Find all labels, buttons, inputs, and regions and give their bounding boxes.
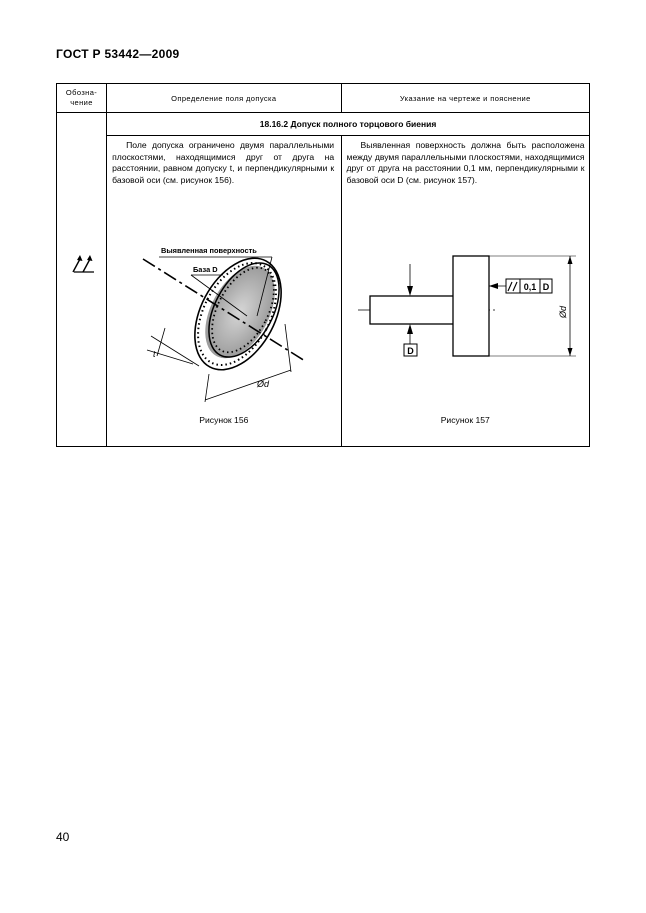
figure-157-drawing: [342, 246, 590, 396]
datum-letter: D: [406, 346, 414, 356]
section-row-symbol-cell: [57, 113, 107, 447]
header-definition: Определение поля допуска: [107, 84, 341, 113]
label-t: t: [153, 349, 156, 359]
frame-datum: D: [542, 282, 549, 292]
document-header-title: ГОСТ Р 53442—2009: [56, 47, 180, 61]
label-diameter-157: Ød: [557, 305, 568, 319]
tolerance-table: [56, 83, 590, 447]
dim-arrow-bottom: [567, 348, 572, 356]
diameter-extension-right: [285, 324, 291, 372]
section-row: [57, 113, 590, 136]
indication-cell: [341, 136, 589, 447]
t-dimension-line-3: [157, 328, 165, 356]
header-symbol: Обозна- чение: [57, 84, 107, 113]
frame-arrow: [489, 283, 498, 289]
section-title: 18.16.2 Допуск полного торцового биения: [107, 113, 590, 136]
frame-value: 0,1: [523, 282, 536, 292]
datum-arrow-top: [407, 286, 413, 296]
definition-text: Поле допуска ограничено двумя параллельными плоскостями, находящимися друг от друга на расстоянии, равном допуску t, и перпендикулярными к базовой оси (см. рисунок 156).: [112, 140, 335, 185]
body-row: [57, 136, 590, 447]
flange: [453, 256, 489, 356]
header-indication: Указание на чертеже и пояснение: [341, 84, 589, 113]
dim-arrow-top: [567, 256, 572, 264]
diameter-dimension-line: [205, 370, 291, 400]
figure-156-caption: Рисунок 156: [199, 415, 249, 425]
label-surface: Выявленная поверхность: [161, 246, 257, 255]
datum-arrow-bottom: [407, 324, 413, 334]
total-runout-icon: [70, 253, 96, 275]
table-header-row: [57, 84, 590, 113]
label-diameter: Ød: [257, 379, 270, 389]
page-number: 40: [56, 830, 70, 844]
indication-text: Выявленная поверхность должна быть расположена между двумя параллельными плоскостями, находящимися друг от друга на расстоянии 0,1 мм, перпендикулярными к базовой оси D (см. рисунок 157).: [346, 140, 585, 185]
label-base: База D: [193, 265, 218, 274]
figure-156-drawing: [107, 224, 341, 414]
diameter-extension-left: [205, 374, 209, 402]
definition-cell: [107, 136, 341, 447]
figure-157-caption: Рисунок 157: [440, 415, 490, 425]
shaft: [370, 296, 454, 324]
